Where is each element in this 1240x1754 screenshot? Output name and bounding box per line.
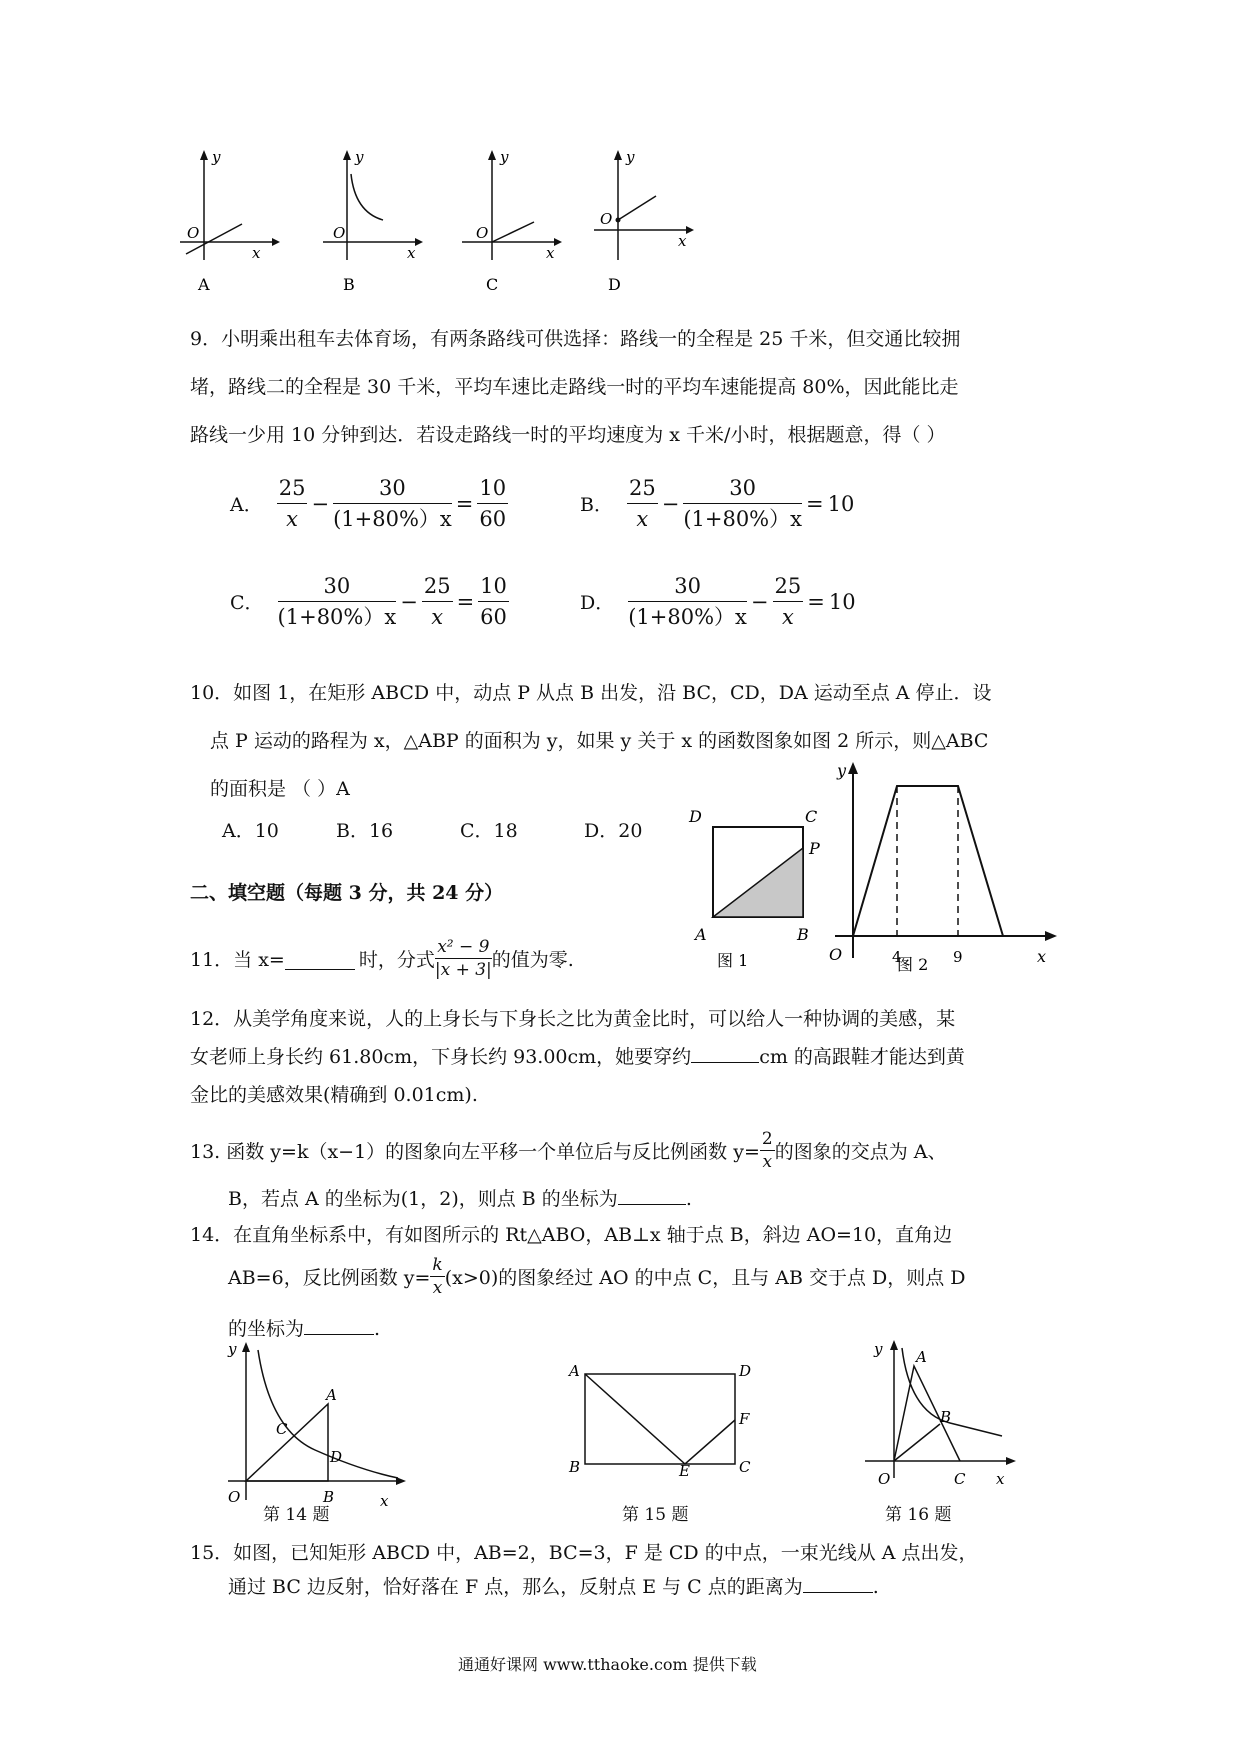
q9d-frac-2: $\frac{25}{x}$ — [773, 571, 804, 632]
q11-fraction: $\frac{\text{x² − 9}}{|x + 3|}$ — [434, 937, 492, 980]
fig15-d-label: D — [739, 1362, 752, 1380]
q14-line-3: 的坐标为 . — [228, 1318, 381, 1340]
q9a-frac-3: $\frac{10}{60}$ — [477, 473, 508, 534]
q9c-frac-1: $\frac{30}{(1+80\%)x}$ — [278, 571, 397, 632]
q12-answer-blank[interactable] — [691, 1044, 759, 1063]
q11-mid: 时，分式 — [358, 949, 435, 971]
page-footer: 通通好课网 www.tthaoke.com 提供下载 — [458, 1655, 757, 1674]
q10-option-a: A．10 — [222, 820, 279, 842]
q8-graph-d — [594, 150, 694, 294]
q8-option-c: C — [486, 275, 499, 294]
q9-option-d: D． $\frac{30}{(1+80\%)x}$ − $\frac{25}{x}$ = 10 — [580, 571, 856, 632]
q10-figure-1 — [685, 800, 825, 970]
fig14-a-label: A — [326, 1386, 337, 1404]
fig2-x-label: x — [1037, 947, 1047, 966]
q9b-rhs: 10 — [827, 491, 855, 516]
q9-line-3: 路线一少用 10 分钟到达．若设走路线一时的平均速度为 x 千米/小时，根据题意，得（ ） — [190, 424, 946, 446]
q11-post: 的值为零. — [491, 949, 574, 971]
q15-answer-blank[interactable] — [803, 1574, 873, 1593]
q14-line-1: 14．在直角坐标系中，有如图所示的 Rt△ABO，AB⊥x 轴于点 B，斜边 AO=10，直角边 — [190, 1224, 953, 1246]
q15-line-1: 15．如图，已知矩形 ABCD 中，AB=2，BC=3，F 是 CD 的中点，一束光线从 A 点出发， — [190, 1542, 978, 1564]
q8b-x-label: x — [407, 244, 416, 262]
fig15-e-label: E — [679, 1462, 690, 1478]
fig16-x-label: x — [996, 1470, 1005, 1488]
q9a-frac-2: $\frac{30}{(1+80\%)x}$ — [333, 473, 452, 534]
q13-pre: 13. 函数 y=k（x−1）的图象向左平移一个单位后与反比例函数 y= — [190, 1141, 760, 1163]
q9c-frac-3: $\frac{10}{60}$ — [478, 571, 509, 632]
figure-q15 — [565, 1358, 760, 1478]
q8b-o-label: O — [333, 224, 346, 242]
fig15-b-label: B — [569, 1458, 581, 1476]
q12-line-2: 女老师上身长约 61.80cm，下身长约 93.00cm，她要穿约 cm 的高跟鞋才能达到黄 — [190, 1046, 965, 1068]
fig16-b-label: B — [940, 1408, 952, 1426]
q8-option-a: A — [198, 275, 210, 294]
fig1-label-c: C — [805, 807, 818, 826]
fig2-o-label: O — [829, 945, 843, 964]
q8-option-d: D — [608, 275, 621, 294]
fig14-b-label: B — [323, 1488, 335, 1506]
q10-option-b: B．16 — [336, 820, 394, 842]
q9-option-b-label: B． — [580, 494, 613, 516]
caption-q16: 第 16 题 — [885, 1505, 952, 1525]
fig2-caption: 图 2 — [897, 955, 929, 973]
figure-q14 — [220, 1340, 410, 1520]
fig14-d-label: D — [330, 1448, 343, 1466]
q14-fraction: $\frac{k}{x}$ — [432, 1255, 443, 1298]
q12-line-3: 金比的美感效果(精确到 0.01cm). — [190, 1084, 478, 1106]
fig1-label-d: D — [689, 807, 702, 826]
q9-option-c: C． $\frac{30}{(1+80\%)x}$ − $\frac{25}{x}$ = $\frac{10}{60}$ — [230, 571, 509, 632]
q8-graphs — [180, 150, 770, 300]
q10-option-d: D．20 — [584, 820, 643, 842]
fig1-label-a: A — [695, 925, 707, 944]
q9b-frac-2: $\frac{30}{(1+80\%)x}$ — [683, 473, 802, 534]
q10-line-1: 10．如图 1，在矩形 ABCD 中，动点 P 从点 B 出发，沿 BC，CD，DA 运动至点 A 停止．设 — [190, 682, 992, 704]
q8c-o-label: O — [476, 224, 489, 242]
fig14-x-label: x — [380, 1492, 389, 1510]
q9-option-b: B． $\frac{25}{x}$ − $\frac{30}{(1+80\%)x}$ = 10 — [580, 473, 854, 534]
q8d-o-label: O — [600, 210, 613, 228]
q8b-y-label: y — [355, 150, 364, 166]
q13-line-2: B，若点 A 的坐标为(1，2)，则点 B 的坐标为 . — [228, 1188, 692, 1210]
q11-pre: 11．当 x= — [190, 949, 285, 971]
q9d-rhs: 10 — [828, 589, 856, 614]
q8a-y-label: y — [212, 150, 221, 166]
fig15-c-label: C — [739, 1458, 751, 1476]
q14-line-2: AB=6，反比例函数 y= $\frac{k}{x}$ (x>0)的图象经过 AO 的中点 C，且与 AB 交于点 D，则点 D — [228, 1255, 966, 1298]
q11 — [190, 936, 574, 981]
fig14-c-label: C — [276, 1420, 288, 1438]
q11-answer-blank[interactable] — [285, 947, 355, 970]
fig2-y-label: y — [837, 761, 847, 780]
fig15-f-label: F — [739, 1410, 750, 1428]
q8a-o-label: O — [187, 224, 200, 242]
q9b-frac-1: $\frac{25}{x}$ — [627, 473, 658, 534]
fig16-y-label: y — [874, 1340, 883, 1358]
q9-line-1: 9．小明乘出租车去体育场，有两条路线可供选择：路线一的全程是 25 千米，但交通比较拥 — [190, 328, 961, 350]
fig1-label-p: P — [809, 839, 820, 858]
q8-graph-c — [462, 150, 562, 294]
q8-graph-a — [180, 150, 280, 294]
q9-option-c-label: C． — [230, 592, 264, 614]
q9d-frac-1: $\frac{30}{(1+80\%)x}$ — [628, 571, 747, 632]
q13-line-1 — [190, 1128, 946, 1173]
q10-option-c: C．18 — [460, 820, 518, 842]
q10-line-2: 点 P 运动的路程为 x，△ABP 的面积为 y，如果 y 关于 x 的函数图象如图 2 所示，则△ABC — [210, 730, 989, 752]
q14-answer-blank[interactable] — [304, 1316, 374, 1335]
fig2-tick-4: 4 — [892, 948, 902, 966]
fig1-caption: 图 1 — [717, 951, 749, 970]
fig14-o-label: O — [228, 1488, 241, 1506]
q8-option-b: B — [343, 275, 355, 294]
q9a-frac-1: $\frac{25}{x}$ — [277, 473, 308, 534]
q8-graph-b — [323, 150, 423, 294]
section-2-heading: 二、填空题（每题 3 分，共 24 分） — [190, 882, 504, 904]
fig16-a-label: A — [916, 1348, 927, 1366]
q13-answer-blank[interactable] — [618, 1186, 686, 1205]
q9c-frac-2: $\frac{25}{x}$ — [422, 571, 453, 632]
caption-q14: 第 14 题 — [263, 1505, 330, 1525]
fig14-y-label: y — [228, 1340, 237, 1358]
q10-figure-2 — [825, 758, 1060, 973]
q8c-y-label: y — [500, 150, 509, 166]
q9-line-2: 堵，路线二的全程是 30 千米，平均车速比走路线一时的平均车速能提高 80%，因此能比走 — [190, 376, 959, 398]
q13-fraction: $\frac{2}{x}$ — [761, 1129, 773, 1172]
q8d-y-label: y — [626, 150, 635, 166]
caption-q15: 第 15 题 — [622, 1505, 689, 1525]
fig1-label-b: B — [797, 925, 809, 944]
fig2-tick-9: 9 — [953, 948, 963, 966]
q9-option-a-label: A． — [230, 494, 263, 516]
q9-option-a: A． $\frac{25}{x}$ − $\frac{30}{(1+80\%)x}$ = $\frac{10}{60}$ — [230, 473, 508, 534]
q15-line-2: 通过 BC 边反射，恰好落在 F 点，那么，反射点 E 与 C 点的距离为 . — [228, 1576, 879, 1598]
q8c-x-label: x — [546, 244, 555, 262]
fig16-o-label: O — [878, 1470, 891, 1488]
fig16-c-label: C — [954, 1470, 966, 1488]
figure-q16 — [860, 1338, 1025, 1488]
q13-post: 的图象的交点为 A、 — [774, 1141, 947, 1163]
q9-option-d-label: D． — [580, 592, 615, 614]
q12-line-1: 12．从美学角度来说，人的上身长与下身长之比为黄金比时，可以给人一种协调的美感，某 — [190, 1008, 956, 1030]
q10-line-3: 的面积是 （ ）A — [210, 778, 350, 800]
q8a-x-label: x — [252, 244, 261, 262]
q8d-x-label: x — [678, 232, 687, 250]
fig15-a-label: A — [569, 1362, 580, 1380]
